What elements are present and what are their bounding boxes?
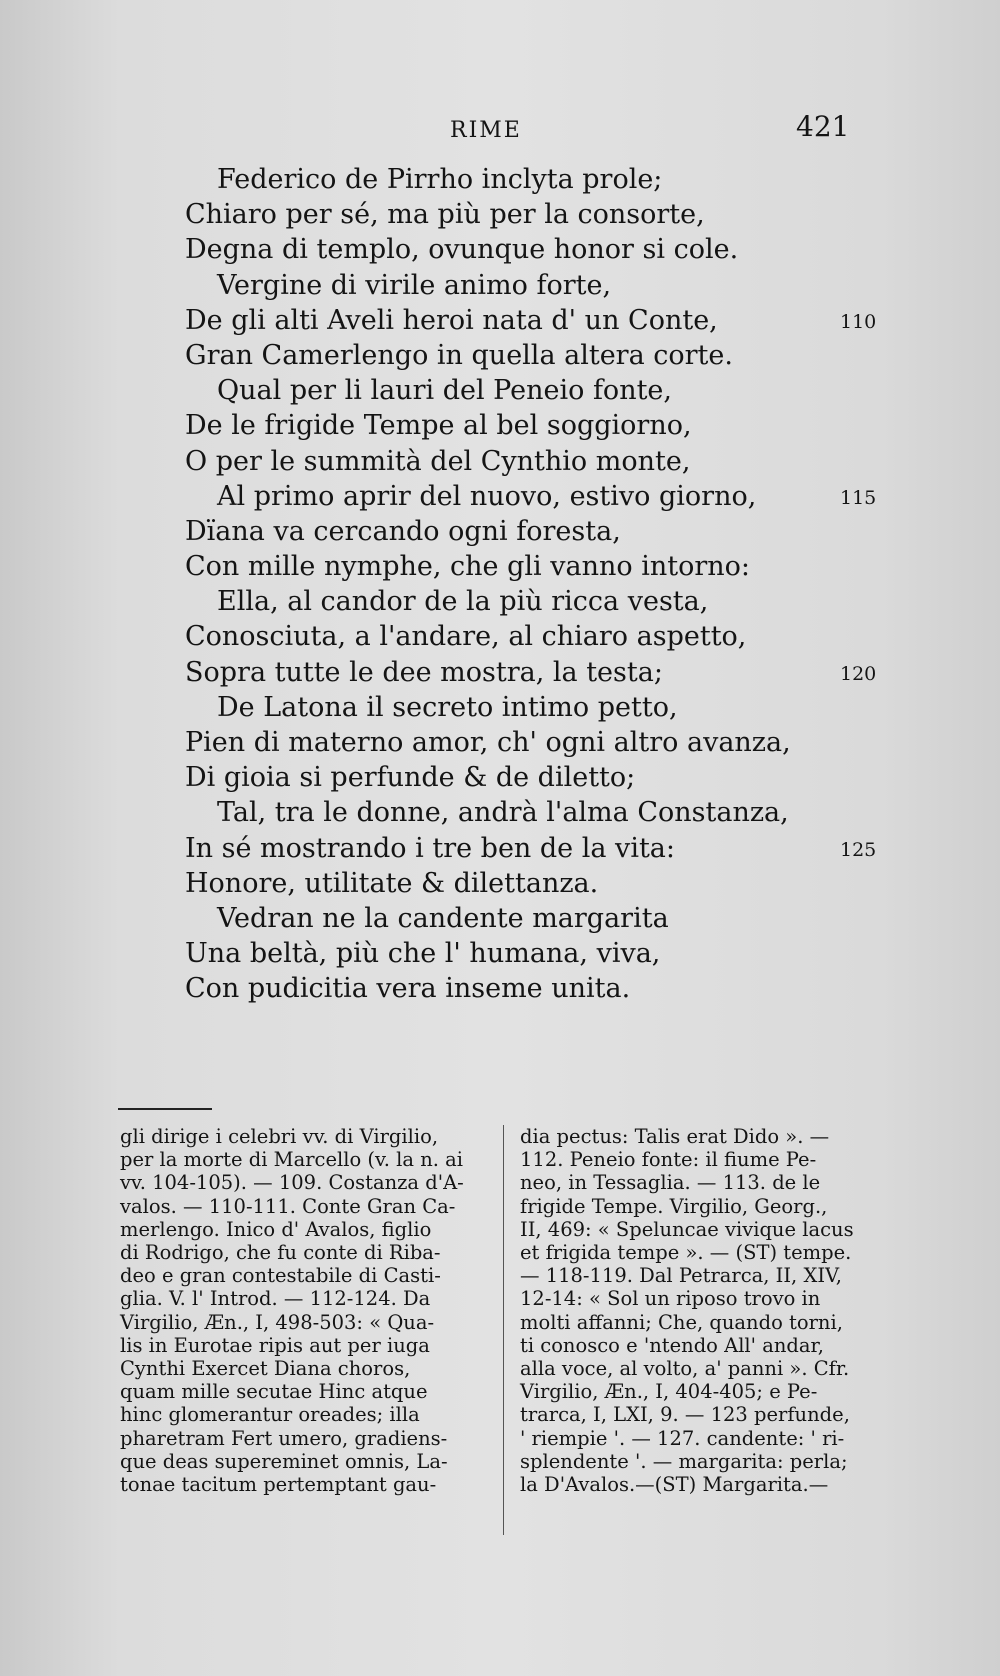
verse-text: Con mille nymphe, che gli vanno intorno: xyxy=(185,551,750,583)
footnote-rule xyxy=(118,1108,212,1110)
verse-text: O per le summità del Cynthio monte, xyxy=(185,445,691,477)
verse-text: Pien di materno amor, ch' ogni altro avanza, xyxy=(185,727,791,758)
verse-line xyxy=(185,831,905,866)
verse-text: De le frigide Tempe al bel soggiorno, xyxy=(185,410,692,442)
footnote-column-right xyxy=(520,1125,890,1496)
footnote-line: et frigida tempe ». — (ST) tempe. xyxy=(520,1241,852,1265)
footnote-line: splendente '. — margarita: perla; xyxy=(520,1449,848,1473)
verse-line xyxy=(185,408,905,443)
footnote-line: molti affanni; Che, quando torni, xyxy=(520,1310,843,1334)
footnote-line: Virgilio, Æn., I, 498-503: « Qua- xyxy=(120,1310,435,1334)
verse-text: In sé mostrando i tre ben de la vita: xyxy=(185,832,675,864)
verse-text: Con pudicitia vera inseme unita. xyxy=(185,973,631,1005)
verse-text: De Latona il secreto intimo petto, xyxy=(217,691,678,723)
footnotes xyxy=(0,1125,1000,1545)
footnote-column-left xyxy=(120,1125,490,1496)
page-number: 421 xyxy=(796,110,850,143)
footnote-line: quam mille secutae Hinc atque xyxy=(120,1380,428,1404)
verse-text: Federico de Pirrho inclyta prole; xyxy=(217,164,663,195)
verse-text: Sopra tutte le dee mostra, la testa; xyxy=(185,656,663,688)
verse-line xyxy=(185,232,905,267)
verse-text: Di gioia si perfunde & de diletto; xyxy=(185,762,636,794)
footnote-line: deo e gran contestabile di Casti- xyxy=(120,1264,441,1288)
verse-text: Una beltà, più che l' humana, viva, xyxy=(185,938,661,970)
footnote-line: trarca, I, LXI, 9. — 123 perfunde, xyxy=(520,1403,850,1427)
verse-text: Honore, utilitate & dilettanza. xyxy=(185,867,599,899)
footnote-line: que deas supereminet omnis, La- xyxy=(120,1449,448,1473)
verse-text: Gran Camerlengo in quella altera corte. xyxy=(185,339,733,371)
verse-text: Vergine di virile animo forte, xyxy=(217,269,612,301)
verse-line xyxy=(185,444,905,479)
footnote-line: Virgilio, Æn., I, 404-405; e Pe- xyxy=(520,1380,818,1404)
footnote-line: — 118-119. Dal Petrarca, II, XIV, xyxy=(520,1264,842,1288)
verse-line xyxy=(185,514,905,549)
verse-line xyxy=(185,268,905,303)
verse-text: Chiaro per sé, ma più per la consorte, xyxy=(185,199,705,231)
verse-text: Ella, al candor de la più ricca vesta, xyxy=(217,586,709,618)
verse-line xyxy=(185,936,905,971)
verse-text: Dïana va cercando ogni foresta, xyxy=(185,515,621,547)
footnote-line: pharetram Fert umero, gradiens- xyxy=(120,1426,448,1450)
line-number: 115 xyxy=(840,486,877,509)
verse-line xyxy=(185,549,905,584)
verse-line xyxy=(185,479,905,514)
footnote-line: II, 469: « Speluncae vivique lacus xyxy=(520,1217,854,1241)
footnote-line: la D'Avalos.—(ST) Margarita.— xyxy=(520,1473,829,1497)
verse-line xyxy=(185,725,905,760)
verse-line xyxy=(185,197,905,232)
footnote-line: Cynthi Exercet Diana choros, xyxy=(120,1357,411,1381)
verse-text: Al primo aprir del nuovo, estivo giorno, xyxy=(217,480,757,512)
footnote-line: lis in Eurotae ripis aut per iuga xyxy=(120,1333,430,1357)
verse-line xyxy=(185,584,905,619)
footnote-line: hinc glomerantur oreades; illa xyxy=(120,1403,420,1427)
running-head: RIME xyxy=(450,118,522,143)
verse-line xyxy=(185,338,905,373)
verse-text: Conosciuta, a l'andare, al chiaro aspetto, xyxy=(185,621,747,653)
line-number: 110 xyxy=(840,310,877,333)
line-number: 120 xyxy=(840,662,877,685)
verse-line xyxy=(185,971,905,1006)
verse-line xyxy=(185,162,905,197)
verse-line xyxy=(185,901,905,936)
verse-line xyxy=(185,655,905,690)
line-number: 125 xyxy=(840,838,877,861)
verse-text: Vedran ne la candente margarita xyxy=(217,902,669,934)
footnote-line: 12-14: « Sol un riposo trovo in xyxy=(520,1287,821,1311)
verse-text: Qual per li lauri del Peneio fonte, xyxy=(217,375,672,407)
footnote-line: gli dirige i celebri vv. di Virgilio, xyxy=(120,1125,439,1148)
footnote-line: alla voce, al volto, a' panni ». Cfr. xyxy=(520,1357,850,1381)
footnote-line: ' riempie '. — 127. candente: ' ri- xyxy=(520,1426,845,1450)
verse-line xyxy=(185,760,905,795)
footnote-line: tonae tacitum pertemptant gau- xyxy=(120,1473,437,1497)
footnote-line: di Rodrigo, che fu conte di Riba- xyxy=(120,1241,441,1265)
footnote-line: 112. Peneio fonte: il fiume Pe- xyxy=(520,1148,817,1172)
footnote-line: valos. — 110-111. Conte Gran Ca- xyxy=(120,1194,456,1218)
column-divider xyxy=(503,1125,504,1535)
verse-text: Degna di templo, ovunque honor si cole. xyxy=(185,234,739,266)
verse-line xyxy=(185,303,905,338)
verse-line xyxy=(185,795,905,830)
verse-line xyxy=(185,866,905,901)
footnote-line: frigide Tempe. Virgilio, Georg., xyxy=(520,1194,828,1218)
footnote-line: glia. V. l' Introd. — 112-124. Da xyxy=(120,1287,431,1311)
verse-line xyxy=(185,619,905,654)
verse-text: De gli alti Aveli heroi nata d' un Conte, xyxy=(185,304,718,336)
verse-line xyxy=(185,373,905,408)
footnote-line: dia pectus: Talis erat Dido ». — xyxy=(520,1125,830,1148)
verse-line xyxy=(185,690,905,725)
page-header xyxy=(0,110,1000,150)
poem-verses xyxy=(185,162,905,1007)
footnote-line: per la morte di Marcello (v. la n. ai xyxy=(120,1148,464,1172)
footnote-line: neo, in Tessaglia. — 113. de le xyxy=(520,1171,821,1195)
verse-text: Tal, tra le donne, andrà l'alma Constanza, xyxy=(217,797,789,829)
footnote-line: vv. 104-105). — 109. Costanza d'A- xyxy=(120,1171,464,1195)
footnote-line: merlengo. Inico d' Avalos, figlio xyxy=(120,1217,432,1241)
footnote-line: ti conosco e 'ntendo All' andar, xyxy=(520,1333,824,1357)
